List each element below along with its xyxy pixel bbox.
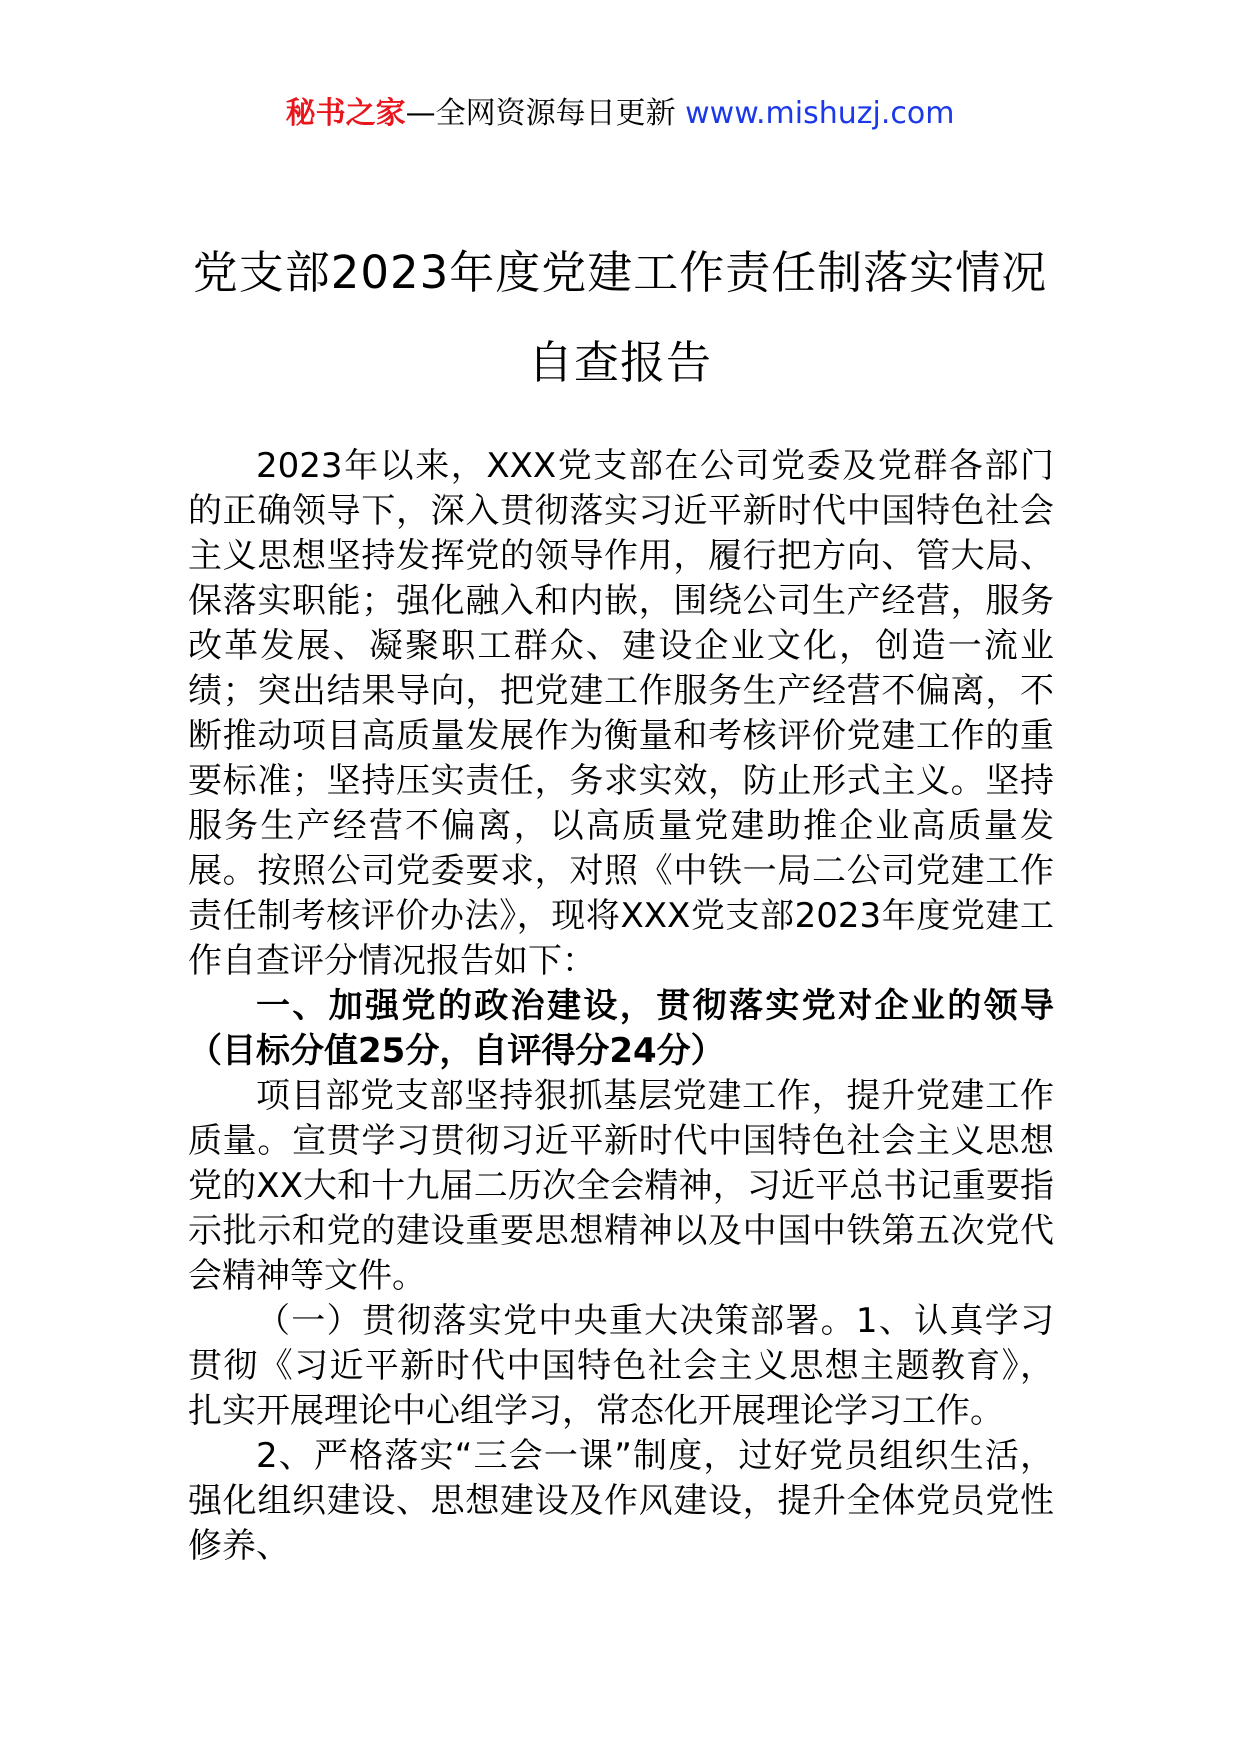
- section-paragraph: 项目部党支部坚持狠抓基层党建工作，提升党建工作质量。宣贯学习贯彻习近平新时代中国特色社会主义思想党的XX大和十九届二历次全会精神，习近平总书记重要指示批示和党的建设重要思想精神以及中国中铁第五次党代会精神等文件。: [188, 1076, 1054, 1296]
- header-slogan: —全网资源每日更新: [405, 96, 686, 131]
- document-body: [188, 444, 1054, 1569]
- title-line-1: 党支部2023年度党建工作责任制落实情况: [192, 246, 1048, 299]
- intro-paragraph: 2023年以来，XXX党支部在公司党委及党群各部门的正确领导下，深入贯彻落实习近平新时代中国特色社会主义思想坚持发挥党的领导作用，履行把方向、管大局、保落实职能；强化融入和内嵌，围绕公司生产经营，服务改革发展、凝聚职工群众、建设企业文化，创造一流业绩；突出结果导向，把党建工作服务生产经营不偏离，不断推动项目高质量发展作为衡量和考核评价党建工作的重要标准；坚持压实责任，务求实效，防止形式主义。坚持服务生产经营不偏离，以高质量党建助推企业高质量发展。按照公司党委要求，对照《中铁一局二公司党建工作责任制考核评价办法》，现将XXX党支部2023年度党建工作自查评分情况报告如下：: [188, 446, 1054, 981]
- subsection-paragraph-2: 2、严格落实“三会一课”制度，过好党员组织生活，强化组织建设、思想建设及作风建设，提升全体党员党性修养、: [188, 1436, 1054, 1566]
- section-heading-1: 一、加强党的政治建设，贯彻落实党对企业的领导（目标分值25分，自评得分24分）: [188, 986, 1054, 1071]
- brand-name: 秘书之家: [285, 96, 406, 131]
- site-url-link[interactable]: www.mishuzj.com: [685, 96, 955, 131]
- subsection-paragraph-1: （一）贯彻落实党中央重大决策部署。1、认真学习贯彻《习近平新时代中国特色社会主义思想主题教育》，扎实开展理论中心组学习，常态化开展理论学习工作。: [188, 1301, 1054, 1431]
- title-line-2: 自查报告: [527, 336, 712, 389]
- site-header: [0, 94, 1240, 134]
- document-title: [120, 228, 1120, 408]
